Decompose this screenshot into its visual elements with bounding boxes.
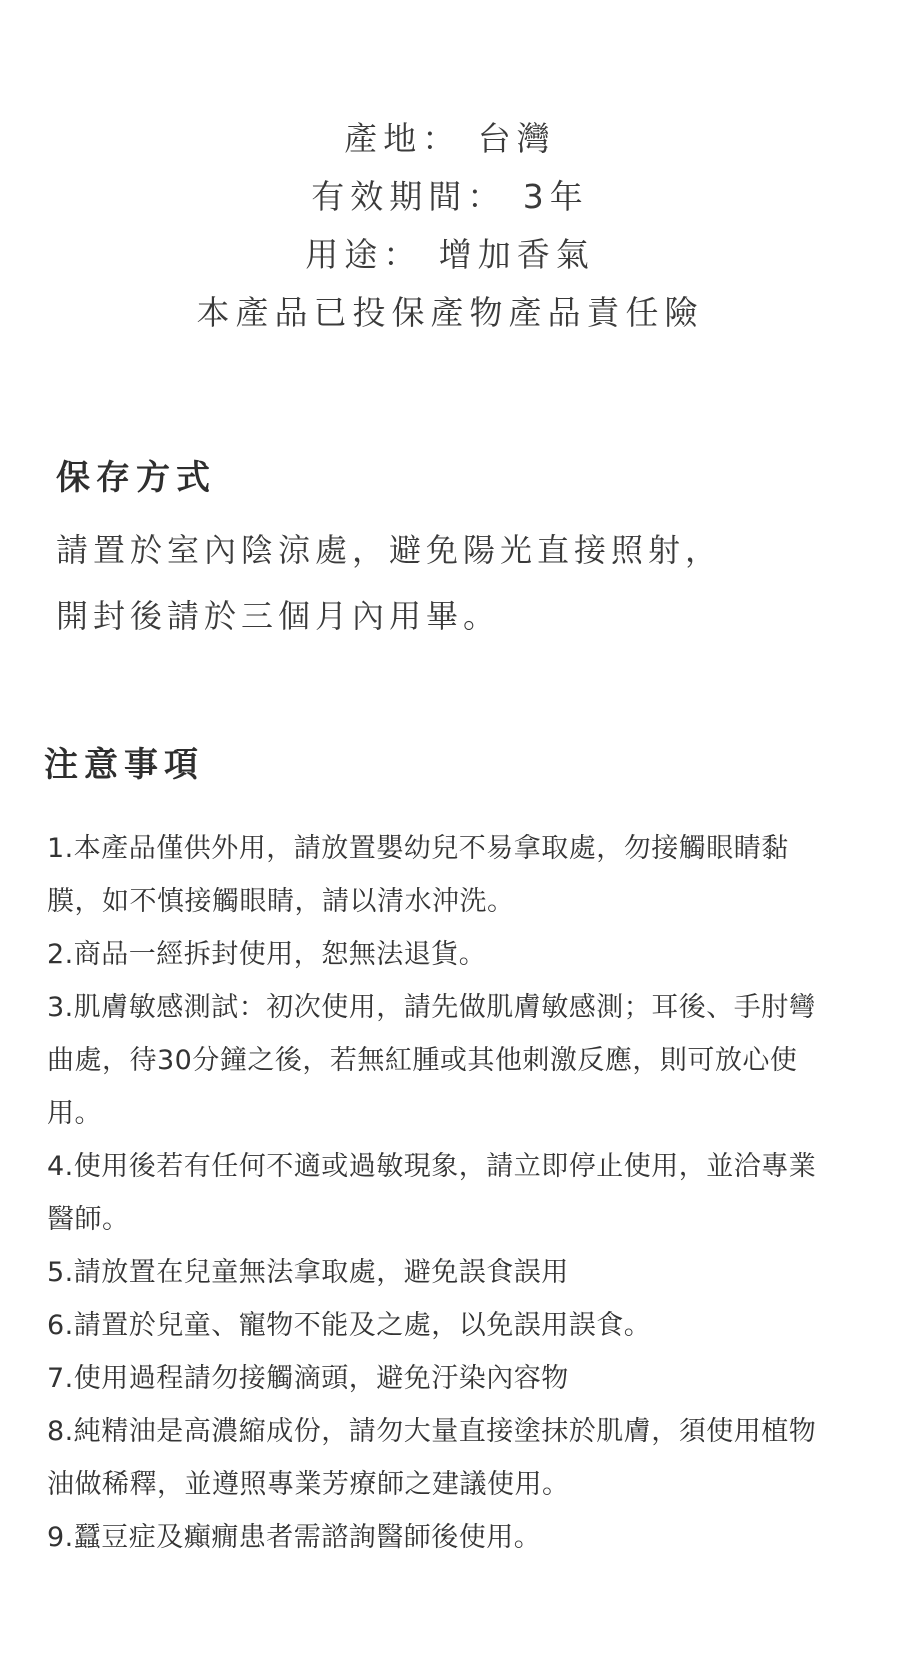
- note-item-3: 3.肌膚敏感測試：初次使用，請先做肌膚敏感測；耳後、手肘彎曲處，待30分鐘之後，若無紅腫或其他刺激反應，則可放心使用。: [47, 992, 817, 1129]
- note-item-8: 8.純精油是高濃縮成份，請勿大量直接塗抹於肌膚，須使用植物油做稀釋，並遵照專業芳療師之建議使用。: [47, 1416, 817, 1500]
- storage-line-1: 請置於室內陰涼處，避免陽光直接照射，: [56, 531, 723, 569]
- note-item-4: 4.使用後若有任何不適或過敏現象，請立即停止使用，並洽專業醫師。: [47, 1151, 817, 1235]
- note-item-1: 1.本產品僅供外用，請放置嬰幼兒不易拿取處，勿接觸眼睛黏膜，如不慎接觸眼睛，請以清水沖洗。: [47, 833, 789, 917]
- note-item-7: 7.使用過程請勿接觸滴頭，避免汙染內容物: [47, 1363, 569, 1394]
- note-item-6: 6.請置於兒童、寵物不能及之處，以免誤用誤食。: [47, 1310, 652, 1341]
- storage-section: [56, 455, 876, 649]
- storage-heading: 保存方式: [56, 458, 216, 498]
- notes-heading: 注意事項: [44, 745, 204, 785]
- product-info: [0, 110, 900, 342]
- validity-text: 有效期間： 3年: [311, 177, 589, 216]
- storage-line-2: 開封後請於三個月內用畢。: [56, 597, 501, 635]
- note-item-9: 9.蠶豆症及癲癇患者需諮詢醫師後使用。: [47, 1522, 542, 1553]
- note-item-5: 5.請放置在兒童無法拿取處，避免誤食誤用: [47, 1257, 569, 1288]
- note-item-2: 2.商品一經拆封使用，恕無法退貨。: [47, 939, 487, 970]
- usage-text: 用途： 增加香氣: [305, 235, 595, 274]
- notes-list: [47, 822, 827, 1564]
- origin-text: 產地： 台灣: [344, 119, 556, 158]
- insurance-text: 本產品已投保產物產品責任險: [196, 293, 704, 332]
